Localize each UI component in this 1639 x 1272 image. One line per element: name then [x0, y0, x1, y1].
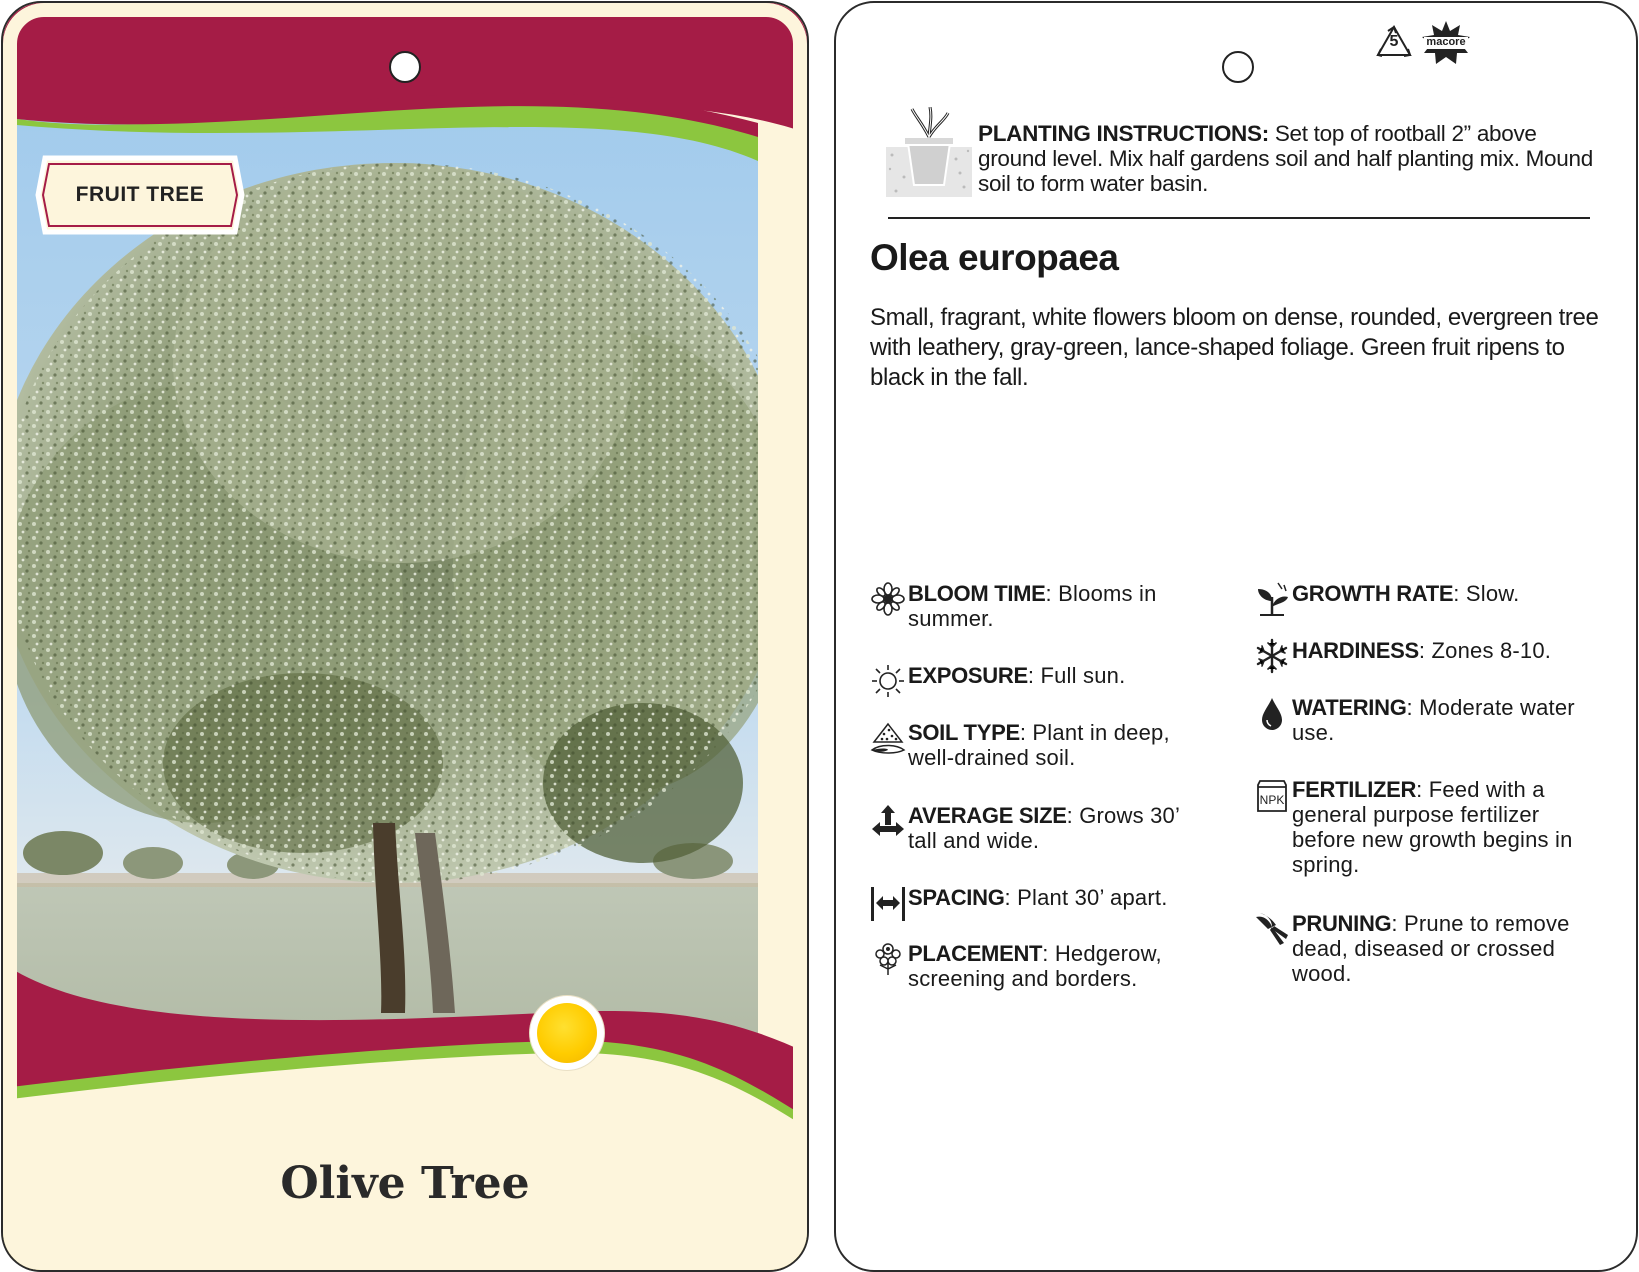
snowflake-icon [1254, 638, 1290, 674]
planting-instructions [978, 121, 1598, 196]
plant-description: Small, fragrant, white flowers bloom on dense, rounded, evergreen tree with leathery, gray-green, lance-shaped foliage. Green fruit ripens to black in the fall. [870, 304, 1599, 391]
flower-icon [870, 581, 906, 617]
size-arrows-icon [870, 803, 906, 839]
pot-icon [886, 107, 972, 197]
svg-text:NPK: NPK [1259, 793, 1285, 807]
back-tag: 5 macore PLANTING INSTRUCTIONS: Set top of rootball 2” above ground level. Mix half gardens soil and half planting mix. Mound soil to form water basin. Olea europaea Small, fragrant, white flowers bloom on dense, rounded, evergreen tree with leathery, gray-green, lance-shaped foliage. Green fruit ripens to black in the fall. BLOOM TIME: Blooms in summer. EXPOSURE: Full sun. SOIL TYPE: Plant in deep, well-drained soil. AVERAGE SIZE: Grows 30’ tall and wide. SPACING: Plant 30’ apart. PLACEMENT: Hedgerow, screening and borders. GROWTH RATE: Slow. HARDINESS: Zones 8-10. WATERING: Moderate water use. NPK FERTILIZER: Feed with a general purpose fertilizer before new growth begins in spring. PRUNING: Prune to remove dead, diseased or crossed wood. [834, 1, 1638, 1272]
category-label: FRUIT TREE [75, 183, 205, 206]
recycle-5-icon [1374, 23, 1414, 63]
brand-text: macore [1426, 36, 1466, 48]
full-sun-icon [530, 996, 604, 1070]
pruning-shears-icon [1254, 911, 1290, 947]
hang-hole [389, 51, 421, 83]
sprout-icon [1254, 581, 1290, 617]
water-drop-icon [1254, 695, 1290, 731]
recycle-number: 5 [1389, 33, 1399, 50]
planting-label: PLANTING INSTRUCTIONS: [978, 121, 1269, 146]
divider [888, 217, 1590, 219]
common-name: Olive Tree [280, 1158, 530, 1209]
hang-hole [1222, 51, 1254, 83]
npk-fertilizer-icon [1254, 777, 1290, 813]
placement-plant-icon [870, 941, 906, 977]
botanical-name: Olea europaea [870, 237, 1119, 278]
planting-body: Set top of rootball 2” above ground level. Mix half gardens soil and half planting mix. Mound soil to form water basin. [978, 121, 1593, 196]
category-badge [35, 155, 245, 235]
sun-icon [870, 663, 906, 699]
front-tag [1, 1, 809, 1272]
spacing-arrows-icon [870, 885, 906, 921]
macore-logo [1420, 19, 1472, 67]
soil-icon [870, 720, 906, 756]
